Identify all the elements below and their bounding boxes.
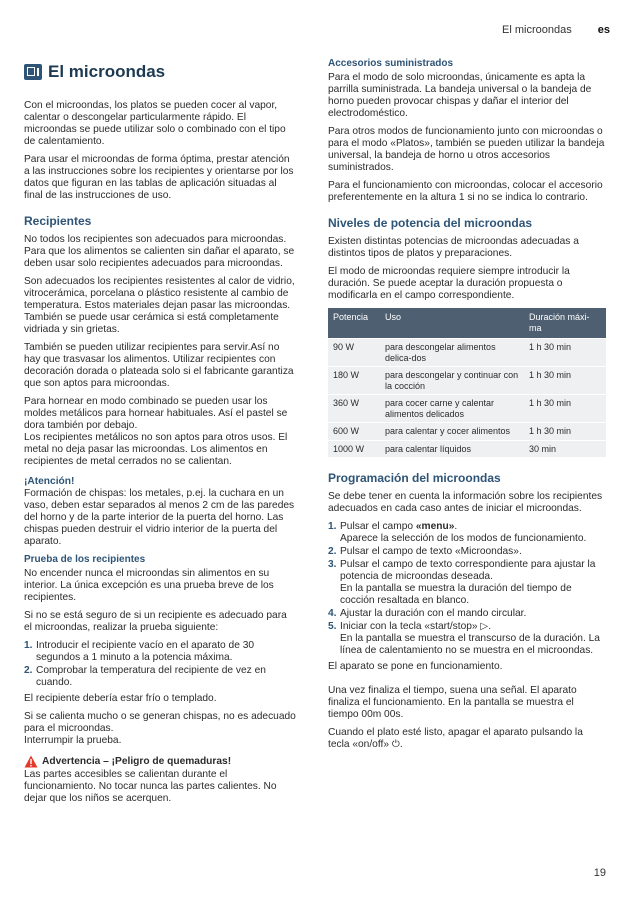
prog-end-paragraph: Una vez finaliza el tiempo, suena una señal. El aparato finaliza el funcionamiento. En la pantalla se muestra el tiempo 00m 00s. [328,685,577,720]
column-header: Potencia [328,308,380,339]
section-heading-programacion: Programación del microondas [328,471,501,485]
list-item: 2. Comprobar la temperatura del recipiente de vez en cuando. [24,665,266,688]
power-levels-table [328,308,606,457]
header-language: es [597,24,610,36]
recipientes-paragraph: No todos los recipientes son adecuados para microondas. Para que los alimentos se calienten sin dañar el aparato, se deben usar solo recipientes adecuados para microondas. [24,234,295,269]
table-header-row [328,308,606,339]
table-cell: para descongelar alimentos delica-dos [380,339,524,367]
list-item: 4. Ajustar la duración con el mando circular. [328,608,527,619]
attention-label: ¡Atención! [24,476,75,487]
table-cell: 1 h 30 min [524,423,606,441]
warning-heading: Advertencia – ¡Peligro de quemaduras! [24,755,297,768]
intro-paragraph: Para usar el microondas de forma óptima, prestar atención a las instrucciones sobre los recipientes y orientarse por los datos que figuran en las tablas de aplicación situadas al final de las instrucciones de uso. [24,154,294,201]
header-section: El microondas [502,24,572,36]
test-paragraph: Interrumpir la prueba. [24,735,122,746]
subheading-prueba: Prueba de los recipientes [24,554,146,565]
table-cell: 600 W [328,423,380,441]
table-cell: 180 W [328,367,380,395]
attention-text: Formación de chispas: los metales, p.ej. la cuchara en un vaso, deben estar separados al menos 2 cm de las paredes del horno y de la parte interior de la puerta del horno. Las chispas pueden destruir el vidrio interior de la puerta del aparato. [24,488,295,547]
table-row [328,367,606,395]
test-paragraph: Si no se está seguro de si un recipiente es adecuado para el microondas, realizar la prueba siguiente: [24,610,287,633]
table-cell: 90 W [328,339,380,367]
column-header: Duración máxi-ma [524,308,606,339]
table-cell: 1 h 30 min [524,395,606,423]
recipientes-paragraph: Para hornear en modo combinado se pueden usar los moldes metálicos para hornear habituales. Así el pastel se dora también por debajo. [24,396,288,431]
niveles-paragraph: Existen distintas potencias de microondas adecuadas a distintos tipos de platos y preparaciones. [328,236,579,259]
list-item: 1. Introducir el recipiente vacío en el aparato de 30 segundos a 1 minuto a la potencia máxima. [24,640,255,663]
prog-intro: Se debe tener en cuenta la información sobre los recipientes adecuados en cada caso antes de iniciar el microondas. [328,491,603,514]
table-row [328,440,606,457]
list-item: 2. Pulsar el campo de texto «Microondas». [328,546,522,557]
table-cell: 1000 W [328,440,380,457]
prog-result: El aparato se pone en funcionamiento. [328,661,503,672]
list-item: 1. Pulsar el campo «menu». Aparece la selección de los modos de funcionamiento. [328,521,587,544]
recipientes-paragraph: Son adecuados los recipientes resistentes al calor de vidrio, vitrocerámica, porcelana o plástico resistente al cambio de temperatura. Estos materiales dejan pasar las microondas. También se puede usar cerámica si está completamente vidriada y sin grietas. [24,276,295,335]
accesorios-paragraph: Para otros modos de funcionamiento junto con microondas o para el modo «Platos», también se pueden utilizar la bandeja universal, la bandeja de horno u otros accesorios suministrados. [328,126,605,173]
table-cell: 30 min [524,440,606,457]
test-result: El recipiente debería estar frío o templado. [24,693,217,704]
accesorios-paragraph: Para el modo de solo microondas, únicamente es apta la parrilla suministrada. La bandeja universal o la bandeja de horno pueden provocar chispas y dañar el interior del electrodoméstico. [328,72,592,119]
table-cell: para cocer carne y calentar alimentos delicados [380,395,524,423]
prog-end-paragraph: Cuando el plato esté listo, apagar el aparato pulsando la tecla «on/off» ⏻. [328,727,583,750]
section-heading-recipientes: Recipientes [24,214,92,228]
test-paragraph: Si se calienta mucho o se generan chispas, no es adecuado para el microondas. [24,711,296,734]
niveles-paragraph: El modo de microondas requiere siempre introducir la duración. Se puede aceptar la duración propuesta o modificarla en el campo correspondiente. [328,266,570,301]
accesorios-paragraph: Para el funcionamiento con microondas, colocar el accesorio preferentemente en la altura 1 si no se indica lo contrario. [328,180,603,203]
table-cell: 1 h 30 min [524,367,606,395]
intro-paragraph: Con el microondas, los platos se pueden cocer al vapor, calentar o descongelar particularmente rápido. El microondas se puede utilizar solo o combinado con el tipo de calentamiento. [24,100,286,147]
page-title: El microondas [24,62,297,82]
table-cell: 360 W [328,395,380,423]
test-steps [24,640,297,689]
prog-steps [328,521,606,657]
left-column [24,58,297,811]
section-heading-niveles: Niveles de potencia del microondas [328,216,533,230]
page-number: 19 [593,867,606,879]
recipientes-paragraph: También se pueden utilizar recipientes para servir.Así no hay que trasvasar los alimentos. Utilizar recipientes con decoración dorada o plateada solo si el fabricante garantiza que son aptos para microondas. [24,342,294,389]
list-item: 5. Iniciar con la tecla «start/stop» ▷. En la pantalla se muestra el transcurso de la duración. La línea de calentamiento no se muestra en el microondas. [328,621,600,656]
warning-text: Las partes accesibles se calientan durante el funcionamiento. No tocar nunca las partes calientes. No dejar que los niños se acerquen. [24,769,277,804]
table-cell: para calentar líquidos [380,440,524,457]
recipientes-paragraph: Los recipientes metálicos no son aptos para otros usos. El metal no deja pasar las microondas. Los alimentos en recipientes de metal cerrados no se calientan. [24,432,288,467]
list-item: 3. Pulsar el campo de texto correspondiente para ajustar la potencia de microondas deseada. En la pantalla se muestra la duración del tiempo de cocción resaltada en blanco. [328,559,596,606]
test-paragraph: No encender nunca el microondas sin alimentos en su interior. La única excepción es una prueba breve de los recipientes. [24,568,274,603]
column-header: Uso [380,308,524,339]
table-row [328,423,606,441]
table-cell: para calentar y cocer alimentos [380,423,524,441]
table-row [328,339,606,367]
subheading-accesorios: Accesorios suministrados [328,58,454,69]
right-column [328,58,606,757]
page-header [502,24,610,36]
microwave-icon [24,64,42,80]
table-cell: 1 h 30 min [524,339,606,367]
table-cell: para descongelar y continuar con la cocción [380,367,524,395]
table-row [328,395,606,423]
warning-triangle-icon [24,755,38,768]
